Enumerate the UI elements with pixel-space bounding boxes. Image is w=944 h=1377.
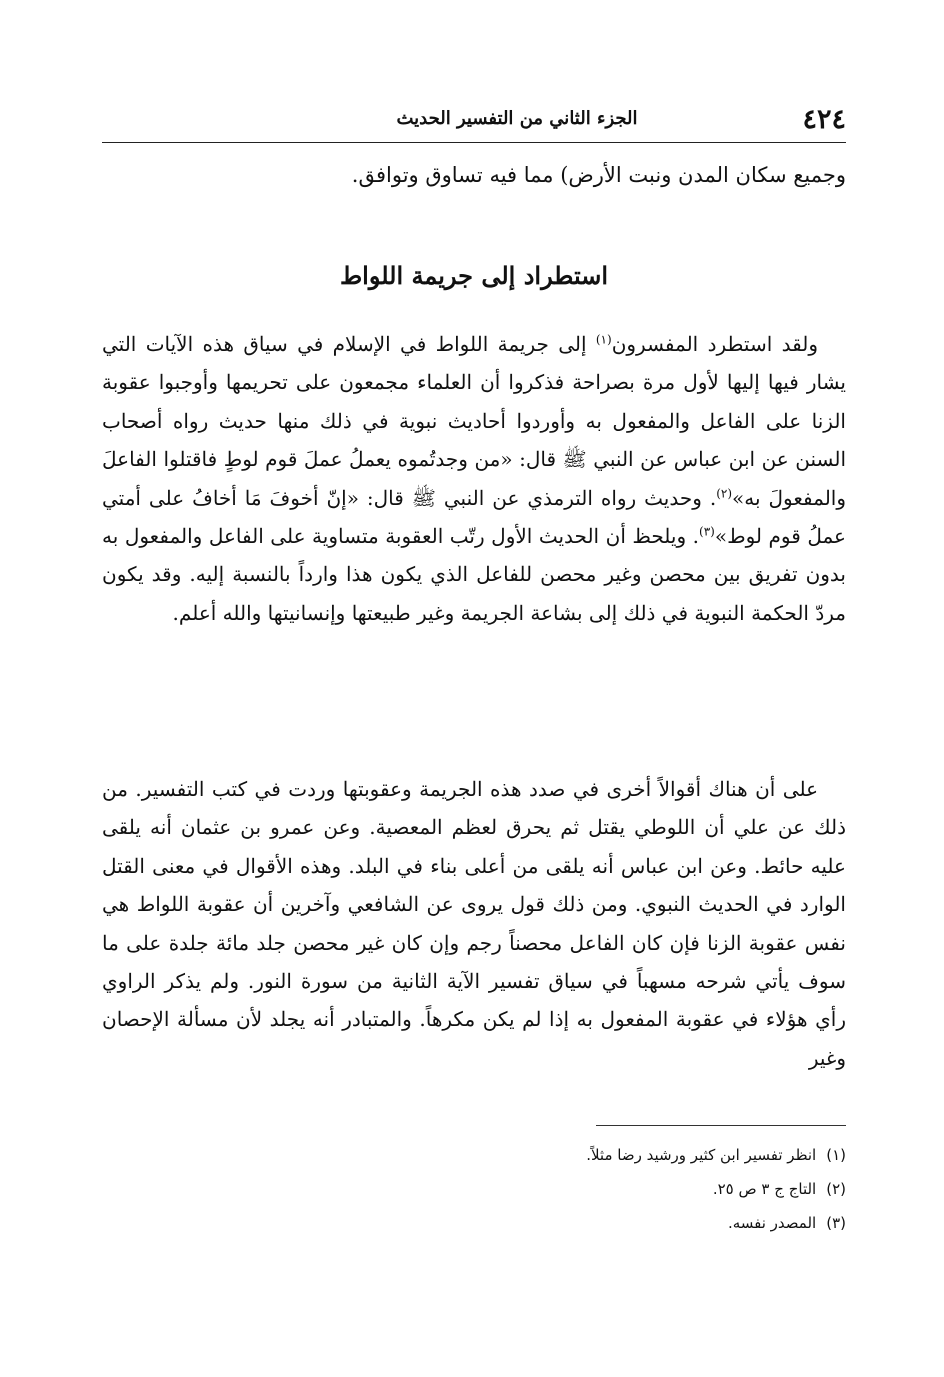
footnote-text: المصدر نفسه. <box>727 1214 817 1232</box>
page-header <box>102 98 846 143</box>
intro-line: وجميع سكان المدن ونبت الأرض) مما فيه تساوق وتوافق. <box>351 163 846 187</box>
footnote-item <box>102 1172 846 1206</box>
footnotes <box>102 1138 846 1240</box>
footnote-number: (١) <box>826 1146 846 1164</box>
paragraph-1-text-c: . وحديث رواه الترمذي عن النبي ﷺ قال: «إنّ أخوفَ مَا أخافُ على أمتي عملُ قوم لوط» <box>102 485 846 549</box>
running-title: الجزء الثاني من التفسير الحديث <box>396 108 638 129</box>
paragraph-1 <box>102 325 846 632</box>
paragraph-1-text-a: ولقد استطرد المفسرون <box>611 332 818 356</box>
paragraph-1-text-b: إلى جريمة اللواط في الإسلام في سياق هذه الآيات التي يشار فيها إليها لأول مرة بصراحة فذكروا أن العلماء مجمعون على تحريمها وأوجبوا عقوبة الزنا على الفاعل والمفعول به وأوردوا أحاديث نبوية في ذلك منها حديث رواه أصحاب السنن عن ابن عباس عن النبي ﷺ قال: «من وجدتُموه يعملُ عملَ قوم لوطٍ فاقتلوا الفاعلَ والمفعولَ به» <box>102 332 847 510</box>
footnote-item <box>102 1206 846 1240</box>
footnote-text: انظر تفسير ابن كثير ورشيد رضا مثلاً. <box>586 1146 817 1164</box>
page-number: ٤٢٤ <box>802 104 846 135</box>
footnote-number: (٣) <box>826 1214 846 1232</box>
footnote-number: (٢) <box>826 1180 846 1198</box>
footnote-ref-2: (٢) <box>716 485 733 500</box>
footnote-item <box>102 1138 846 1172</box>
paragraph-2-text: على أن هناك أقوالاً أخرى في صدد هذه الجريمة وعقوبتها وردت في كتب التفسير. من ذلك عن علي أن اللوطي يقتل ثم يحرق لعظم المعصية. وعن عمرو بن عثمان أنه يلقى عليه حائط. وعن ابن عباس أنه يلقى من أعلى بناء في البلد. وهذه الأقوال في معنى القتل الوارد في الحديث النبوي. ومن ذلك قول يروى عن الشافعي وآخرين أن عقوبة اللواط هي نفس عقوبة الزنا فإن كان الفاعل محصناً رجم وإن كان غير محصن جلد مائة جلدة على ما سوف يأتي شرحه مسهباً في سياق تفسير الآية الثانية من سورة النور. ولم يذكر الراوي رأي هؤلاء في عقوبة المفعول به إذا لم يكن مكرهاً. والمتبادر أنه يجلد لأن مسألة الإحصان وغير <box>102 777 847 1070</box>
footnote-text: التاج ج ٣ ص ٢٥. <box>712 1180 817 1198</box>
paragraph-2 <box>102 770 846 1077</box>
paragraph-1-text-d: . ويلحظ أن الحديث الأول رتّب العقوبة متساوية على الفاعل والمفعول به بدون تفريق بين محصن وغير محصن للفاعل الذي يكون هذا وارداً بالنسبة إليه. وقد يكون مردّ الحكمة النبوية في ذلك إلى بشاعة الجريمة وغير طبيعتها وإنسانيتها والله أعلم. <box>102 524 846 625</box>
footnote-ref-1: (١) <box>595 332 612 347</box>
section-title: استطراد إلى جريمة اللواط <box>339 261 609 290</box>
footnote-separator <box>596 1125 846 1126</box>
footnote-ref-3: (٣) <box>699 524 715 539</box>
